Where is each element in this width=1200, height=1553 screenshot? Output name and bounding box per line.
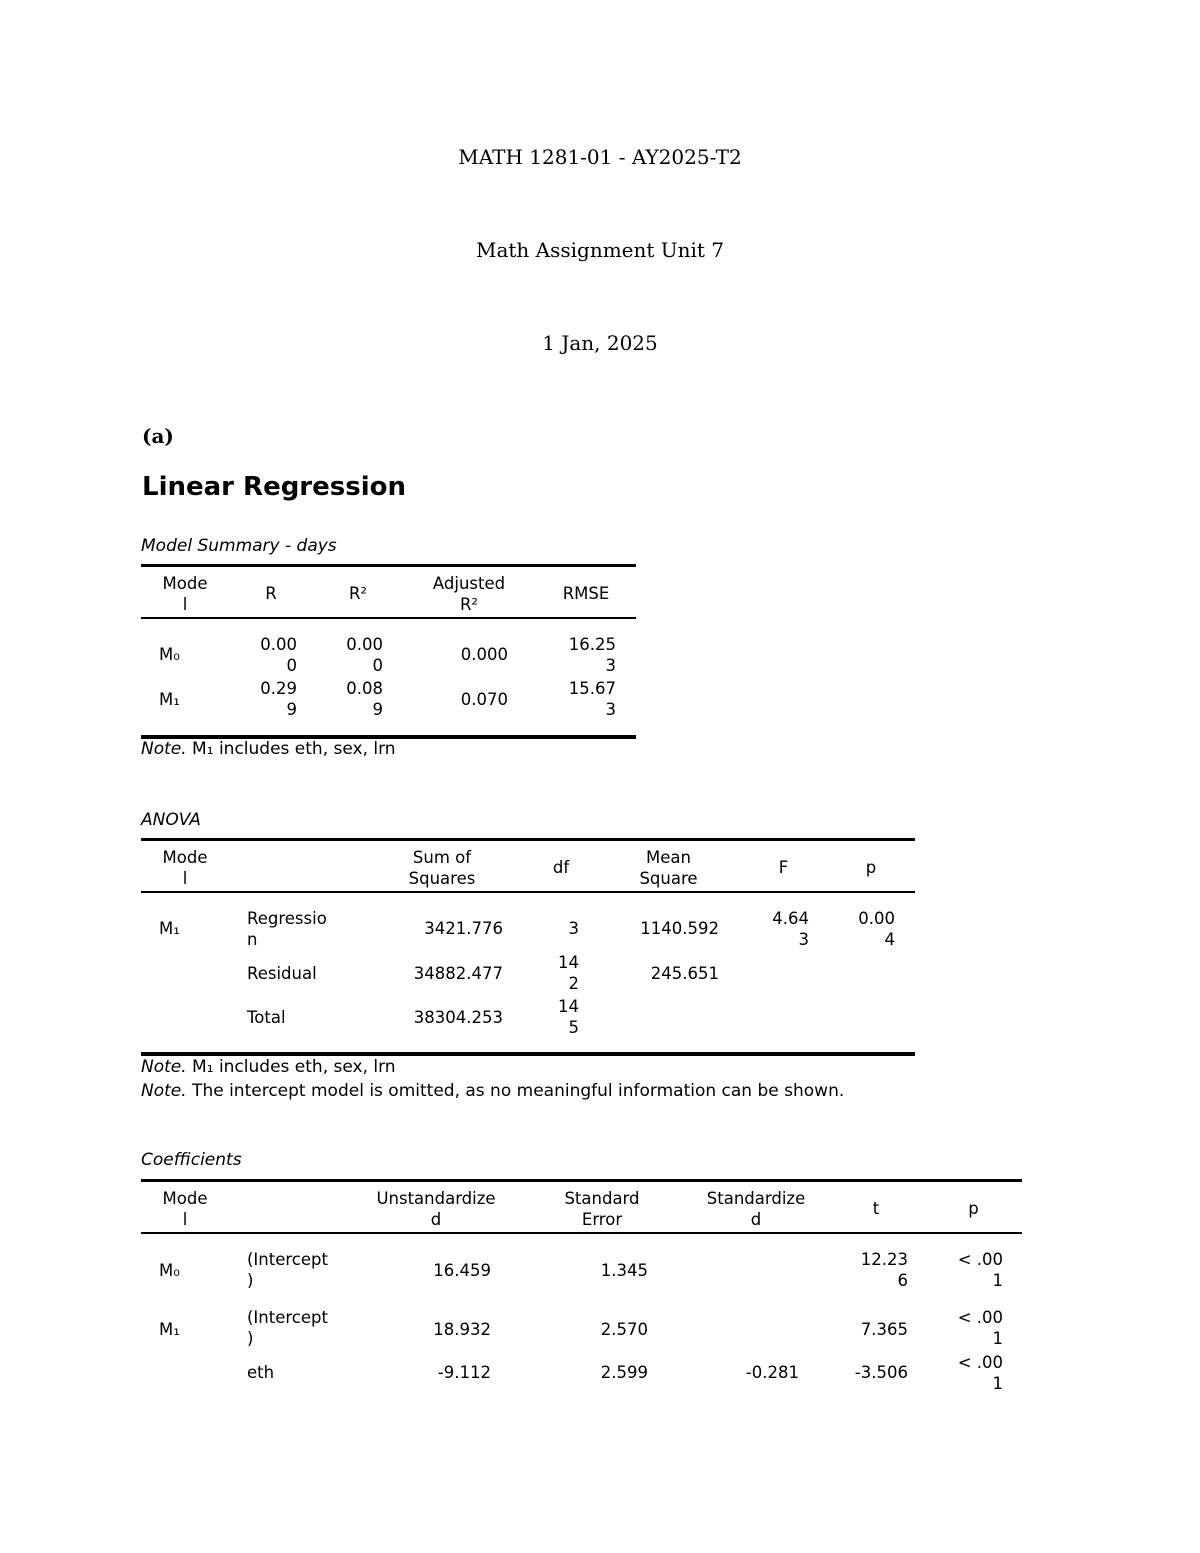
table-top-rule: [141, 564, 636, 567]
anova-table: [141, 838, 915, 1058]
coefficients-caption: Coefficients: [141, 1150, 242, 1170]
model-summary-caption: Model Summary - days: [141, 536, 337, 556]
table-cell: 12.23 6: [860, 1250, 908, 1290]
col-header-r2: R²: [348, 584, 368, 603]
part-label: (a): [142, 424, 174, 448]
col-header-unstandardized: Unstandardize d: [376, 1189, 496, 1229]
table-cell: 1140.592: [640, 919, 719, 938]
table-cell: 34882.477: [413, 964, 503, 983]
table-cell: 0.00 4: [858, 909, 895, 949]
table-cell: 14 2: [558, 953, 579, 993]
col-header-t: t: [872, 1199, 880, 1218]
table-cell: 0.00 0: [346, 635, 383, 675]
col-header-model: Mode l: [162, 1189, 208, 1229]
table-cell: M₀: [159, 1261, 180, 1280]
col-header-mean-square: Mean Square: [639, 848, 698, 888]
anova-note-2: [141, 1081, 844, 1101]
col-header-standardized: Standardize d: [706, 1189, 806, 1229]
table-cell: Regressio n: [247, 909, 327, 949]
note-text: M₁ includes eth, sex, lrn: [186, 739, 396, 759]
table-cell: 16.25 3: [568, 635, 616, 675]
table-cell: < .00 1: [957, 1250, 1003, 1290]
note-text: The intercept model is omitted, as no meaningful information can be shown.: [186, 1081, 845, 1101]
note-text: M₁ includes eth, sex, lrn: [186, 1057, 396, 1077]
col-header-sum-of-squares: Sum of Squares: [408, 848, 476, 888]
table-cell: M₁: [159, 919, 180, 938]
table-cell: eth: [247, 1363, 275, 1382]
table-cell: < .00 1: [957, 1308, 1003, 1348]
table-cell: Total: [247, 1008, 286, 1027]
table-header-rule: [141, 1232, 1022, 1234]
col-header-model: Mode l: [162, 574, 208, 614]
col-header-p: p: [865, 858, 877, 877]
table-cell: M₀: [159, 645, 180, 664]
table-cell: 3: [568, 919, 579, 938]
assignment-title: Math Assignment Unit 7: [475, 238, 725, 262]
note-label: Note.: [141, 1081, 187, 1101]
table-cell: 0.000: [460, 645, 508, 664]
table-cell: 2.570: [600, 1320, 648, 1339]
table-header-rule: [141, 617, 636, 619]
table-cell: -9.112: [437, 1363, 491, 1382]
table-cell: 0.08 9: [346, 679, 383, 719]
model-summary-note: [141, 739, 396, 759]
table-cell: 1.345: [600, 1261, 648, 1280]
col-header-df: df: [552, 858, 570, 877]
col-header-model: Mode l: [162, 848, 208, 888]
col-header-rmse: RMSE: [562, 584, 610, 603]
col-header-p: p: [968, 1199, 979, 1218]
table-cell: 3421.776: [424, 919, 503, 938]
col-header-standard-error: Standard Error: [564, 1189, 640, 1229]
table-cell: 4.64 3: [772, 909, 809, 949]
table-cell: 0.070: [460, 690, 508, 709]
table-cell: (Intercept ): [247, 1308, 328, 1348]
table-bottom-rule: [141, 1052, 915, 1056]
model-summary-table: [141, 564, 636, 740]
col-header-f: F: [778, 858, 789, 877]
table-cell: 0.00 0: [260, 635, 297, 675]
table-header-rule: [141, 891, 915, 893]
table-cell: -0.281: [745, 1363, 799, 1382]
anova-note-1: [141, 1057, 396, 1077]
note-label: Note.: [141, 739, 187, 759]
section-title: Linear Regression: [142, 472, 406, 502]
table-cell: 15.67 3: [568, 679, 616, 719]
table-cell: M₁: [159, 1320, 180, 1339]
course-title: MATH 1281-01 - AY2025-T2: [458, 145, 742, 169]
table-cell: 38304.253: [413, 1008, 503, 1027]
table-cell: 2.599: [600, 1363, 648, 1382]
table-cell: 7.365: [860, 1320, 908, 1339]
table-cell: M₁: [159, 690, 180, 709]
table-cell: 245.651: [650, 964, 719, 983]
table-cell: < .00 1: [957, 1353, 1003, 1393]
col-header-adjusted-r2: Adjusted R²: [432, 574, 506, 614]
table-cell: Residual: [247, 964, 317, 983]
table-cell: 0.29 9: [260, 679, 297, 719]
table-top-rule: [141, 838, 915, 841]
date: 1 Jan, 2025: [542, 331, 658, 355]
coefficients-table: [141, 1179, 1022, 1419]
table-top-rule: [141, 1179, 1022, 1182]
table-cell: (Intercept ): [247, 1250, 328, 1290]
table-cell: 18.932: [433, 1320, 491, 1339]
anova-caption: ANOVA: [141, 810, 201, 830]
col-header-r: R: [265, 584, 277, 603]
table-cell: 14 5: [558, 997, 579, 1037]
table-cell: -3.506: [854, 1363, 908, 1382]
note-label: Note.: [141, 1057, 187, 1077]
table-cell: 16.459: [433, 1261, 491, 1280]
